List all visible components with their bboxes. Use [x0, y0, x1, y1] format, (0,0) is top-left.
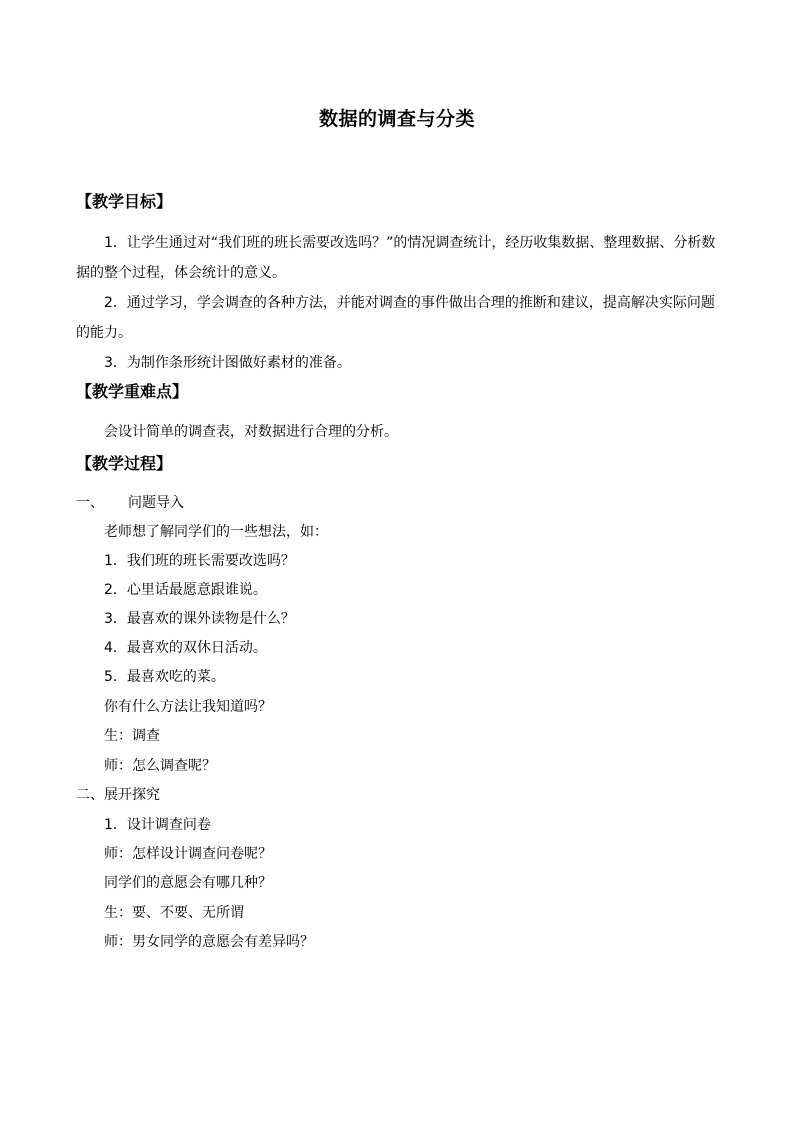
section1-item-3: 3．最喜欢的课外读物是什么？: [104, 611, 295, 627]
goals-heading: 【教学目标】: [76, 192, 173, 211]
section2-title: 二、展开探究: [76, 787, 160, 803]
section2-line-3: 同学们的意愿会有哪几种？: [104, 875, 272, 891]
section2-line-5: 师：男女同学的意愿会有差异吗？: [104, 934, 314, 950]
section1-item-5: 5．最喜欢吃的菜。: [104, 669, 225, 685]
section2-line-1: 1．设计调查问卷: [104, 817, 211, 833]
section1-intro: 老师想了解同学们的一些想法，如：: [104, 524, 328, 540]
goal-item-3: 3．为制作条形统计图做好素材的准备。: [104, 355, 351, 371]
section1-number: 一、: [76, 495, 104, 511]
section1-item-4: 4．最喜欢的双休日活动。: [104, 640, 267, 656]
document-title: 数据的调查与分类: [318, 108, 475, 130]
section1-dialog-3: 师：怎么调查呢？: [104, 758, 216, 774]
section1-dialog-2: 生：调查: [104, 728, 160, 744]
section1-item-1: 1．我们班的班长需要改选吗？: [104, 553, 295, 569]
keypoints-text: 会设计简单的调查表，对数据进行合理的分析。: [104, 424, 398, 440]
section1-item-2: 2．心里话最愿意跟谁说。: [104, 582, 267, 598]
section2-line-4: 生：要、不要、无所谓: [104, 905, 244, 921]
goal-item-2: 2．通过学习，学会调查的各种方法，并能对调查的事件做出合理的推断和建议，提高解决实际问题的能力。: [76, 295, 715, 341]
section2-line-2: 师：怎样设计调查问卷呢？: [104, 846, 272, 862]
keypoints-heading: 【教学重难点】: [76, 382, 189, 401]
process-heading: 【教学过程】: [76, 454, 173, 473]
section1-dialog-1: 你有什么方法让我知道吗？: [104, 699, 272, 715]
section1-title: 问题导入: [128, 495, 184, 511]
goal-item-1: 1．让学生通过对“我们班的班长需要改选吗？”的情况调查统计，经历收集数据、整理数据、分析数据的整个过程，体会统计的意义。: [76, 235, 716, 281]
